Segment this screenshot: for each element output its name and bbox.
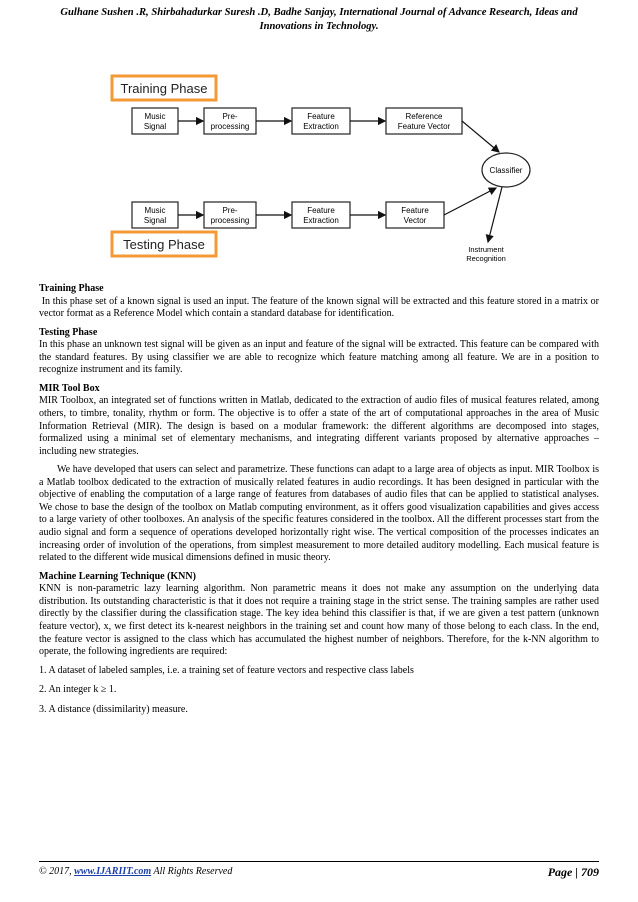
test-box-feature-vector bbox=[386, 202, 444, 228]
page-number: Page | 709 bbox=[547, 865, 599, 879]
svg-text:Signal: Signal bbox=[143, 216, 167, 225]
knn-heading: Machine Learning Technique (KNN) bbox=[39, 570, 196, 582]
footer-site-link[interactable]: www.IJARIIT.com bbox=[74, 866, 152, 877]
header-line-1: Gulhane Sushen .R, Shirbahadurkar Suresh .D, Badhe Sanjay, International Journal of Advance Research, Ideas and bbox=[60, 7, 578, 18]
svg-text:Signal: Signal bbox=[143, 122, 167, 131]
training-phase-text: In this phase set of a known signal is used an input. The feature of the known signal will be extracted and this feature stored in a matrix or vector format as a Reference Model which contain a standard database for identification. bbox=[39, 295, 599, 320]
mir-toolbox-text-2: We have developed that users can select and parametrize. These functions can adapt to a large area of objects as input. MIR Toolbox is a Matlab toolbox dedicated to the extraction of musically related features in audio recordings. It has been designed in particular with the objective of enabling the computation of a large range of features from databases of audio files that can be applied to statistical analyses. We chose to base the design of the toolbox on Matlab computing environment, as it offers good visualization capabilities and gives access to a large variety of other toolboxes. An analysis of the specific features considered in the toolbox. All the different processes start from the audio signal and form a sequence of operations developed horizontally right wise. The vertical composition of the processes indicates an increasing order of involution of the operations, from simplest measurement to more detailed auditory modelling. Each musical feature is related to the different wide musical dimensions defined in music theory. bbox=[39, 464, 599, 564]
svg-text:Music: Music bbox=[144, 206, 166, 215]
testing-phase-label: Testing Phase bbox=[123, 237, 205, 252]
test-box-preprocessing bbox=[204, 202, 256, 228]
svg-text:Feature: Feature bbox=[307, 112, 335, 121]
knn-list-item: 3. A distance (dissimilarity) measure. bbox=[39, 703, 188, 715]
train-box-preprocessing bbox=[204, 108, 256, 134]
svg-text:Feature Vector: Feature Vector bbox=[397, 122, 451, 131]
svg-text:Vector: Vector bbox=[403, 216, 427, 225]
test-box-feature-extraction bbox=[292, 202, 350, 228]
svg-text:Pre-: Pre- bbox=[222, 206, 238, 215]
article-body bbox=[39, 283, 599, 723]
testing-phase-text: In this phase an unknown test signal will be given as an input and feature of the signal will be extracted. This feature can be compared with the standard features. By using classifier we are able to recognize which feature matching among all feature. We are in a position to recognize instrument and its family. bbox=[39, 339, 599, 376]
training-phase-heading: Training Phase bbox=[39, 283, 104, 294]
svg-text:Extraction: Extraction bbox=[303, 122, 339, 131]
svg-text:Pre-: Pre- bbox=[222, 112, 238, 121]
test-box-music-signal bbox=[132, 202, 178, 228]
train-box-feature-extraction bbox=[292, 108, 350, 134]
output-label-line-2: Recognition bbox=[466, 254, 506, 263]
output-label-line-1: Instrument bbox=[468, 245, 504, 254]
footer-copyright: © 2017, www.IJARIIT.com All Rights Reserved bbox=[39, 866, 233, 877]
mir-toolbox-heading: MIR Tool Box bbox=[39, 382, 100, 394]
svg-text:Classifier: Classifier bbox=[489, 166, 523, 175]
running-header bbox=[30, 6, 608, 34]
classifier-node bbox=[482, 153, 530, 187]
header-line-2: Innovations in Technology. bbox=[259, 21, 379, 32]
svg-text:Music: Music bbox=[144, 112, 166, 121]
svg-text:Feature: Feature bbox=[307, 206, 335, 215]
footer-divider bbox=[39, 861, 599, 862]
svg-text:Feature: Feature bbox=[401, 206, 429, 215]
system-diagram bbox=[104, 72, 534, 272]
knn-list-item: 2. An integer k ≥ 1. bbox=[39, 684, 117, 696]
testing-phase-heading: Testing Phase bbox=[39, 326, 98, 338]
train-box-reference-feature-vector bbox=[386, 108, 462, 134]
knn-text: KNN is non-parametric lazy learning algorithm. Non parametric means it does not make any assumption on the underlying data distribution. Its outstanding characteristic is that it does not require a training stage in the strict sense. The training samples are rather used directly by the classifier during the classification stage. The key idea behind this classifier is that, if we are given a test pattern (unknown feature vector), x, we first detect its k-nearest neighbors in the training set and count how many of those belong to each class. In the end, the feature vector is assigned to the class which has accumulated the highest number of neighbors. Therefore, for the k-NN algorithm to operate, the following ingredients are required: bbox=[39, 583, 599, 658]
mir-toolbox-text-1: MIR Toolbox, an integrated set of functions written in Matlab, dedicated to the extraction of audio files of musical features related, among others, to timbre, tonality, rhythm or form. The objective is to offer a state of the art of computational approaches in the area of Music Information Retrieval (MIR). The design is based on a modular framework: the different algorithms are decomposed into stages, formalized using a minimal set of elementary mechanisms, and integrating different variants proposed by alternative approaches – including new strategies. bbox=[39, 395, 599, 457]
svg-text:Extraction: Extraction bbox=[303, 216, 339, 225]
knn-list-item: 1. A dataset of labeled samples, i.e. a training set of feature vectors and respective class labels bbox=[39, 664, 414, 676]
svg-text:processing: processing bbox=[210, 216, 250, 225]
svg-text:processing: processing bbox=[210, 122, 250, 131]
training-phase-label: Training Phase bbox=[120, 81, 208, 96]
svg-text:Reference: Reference bbox=[405, 112, 443, 121]
train-box-music-signal bbox=[132, 108, 178, 134]
